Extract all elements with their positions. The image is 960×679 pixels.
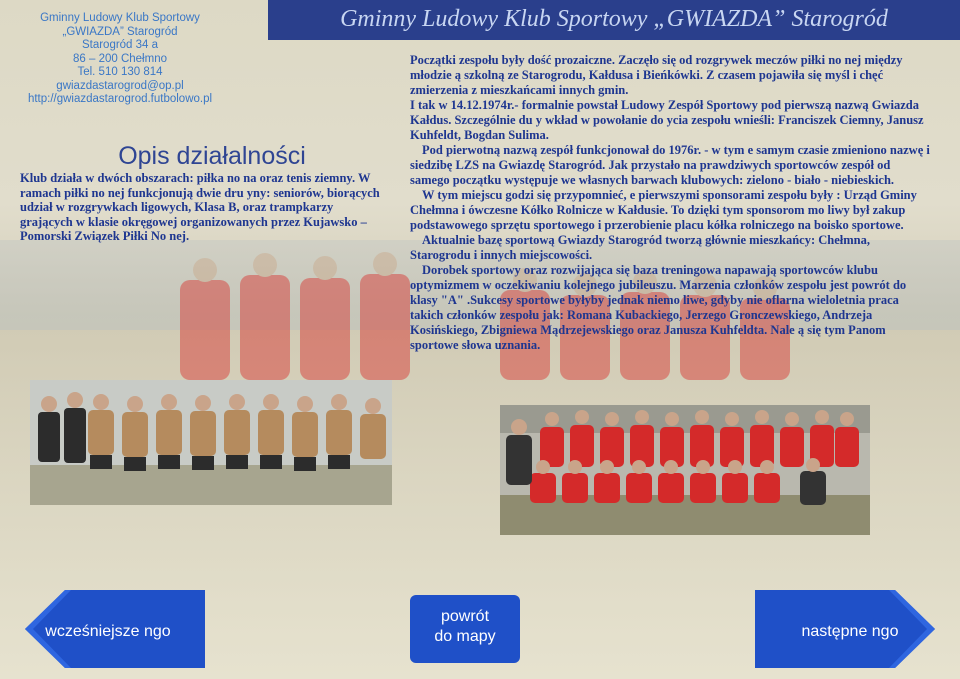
next-page-label: następne ngo <box>801 623 899 640</box>
header-bar <box>268 0 960 40</box>
club-website-link[interactable]: http://gwiazdastarogrod.futbolowo.pl <box>27 93 213 105</box>
map-label-line2: do mapy <box>434 628 496 645</box>
club-address: Starogród 34 a <box>81 39 159 51</box>
previous-page-button[interactable] <box>5 588 205 670</box>
history-paragraph: Aktualnie bazę sportową Gwiazdy Starogród tworzą głównie mieszkańcy: Chełmna, Starogrodu i innych miejscowości. <box>410 233 871 262</box>
youth-team-photo <box>30 380 392 505</box>
history-paragraph: Pod pierwotną nazwą zespół funkcjonował do 1976r. - w tym e samym czasie zmieniono nazwę i siedzibę LZS na Gwiazdę Starogród. Jak przystało na prawdziwych sportowców zespół od samego początku występuje we własnych barwach klubowych: zielono - biało - niebieskich. <box>410 143 930 187</box>
club-postal: 86 – 200 Chełmno <box>73 52 167 65</box>
club-phone: Tel. 510 130 814 <box>77 66 163 78</box>
history-paragraph: I tak w 14.12.1974r.- formalnie powstał Ludowy Zespół Sportowy pod pierwszą nazwą Gwiazda Kałdus. Szczególnie du y wkład w powołanie do ycia zespołu wnieśli: Franciszek Ciemny, Janusz Kuhfeldt, Bogdan Sulima. <box>410 98 924 142</box>
senior-team-photo <box>500 405 870 535</box>
club-name-line1: Gminny Ludowy Klub Sportowy <box>40 12 200 24</box>
previous-page-label: wcześniejsze ngo <box>45 623 171 640</box>
contact-block <box>20 12 220 107</box>
next-page-button[interactable] <box>755 588 955 670</box>
history-paragraph: Początki zespołu były dość prozaiczne. Zaczęło się od rozgrywek meczów piłki no nej między młodzie ą szkolną ze Starogrodu, Kałdusa i Bieńkówki. Z czasem pojawiła się myśl i chęć zmierzenia z mieszkańcami innych gmin. <box>410 53 903 97</box>
section-title: Opis działalności <box>118 142 306 170</box>
back-to-map-button[interactable] <box>410 595 520 663</box>
page-title: Gminny Ludowy Klub Sportowy „GWIAZDA” Starogród <box>340 6 888 32</box>
map-label-line1: powrót <box>440 608 490 625</box>
club-name-line2: „GWIAZDA” Starogród <box>62 25 178 38</box>
club-email-link[interactable]: gwiazdastarogrod@op.pl <box>56 79 184 92</box>
history-paragraph: Dorobek sportowy oraz rozwijająca się baza treningowa napawają sportowców klubu optymizmem w oczekiwaniu kolejnego jubileuszu. Marzenia członków zespołu jest powrót do klasy "A" .Sukcesy sportowe byłyby jednak niemo liwe, gdyby nie oflarna wieloletnia praca takich członków zespołu jak: Romana Kubackiego, Jerzego Gronczewskiego, Andrzeja Kosińskiego, Zbigniewa Mądrzejewskiego oraz Janusza Kuhfeldta. Nale ą się tym Panom sportowe słowa uznania. <box>410 263 907 352</box>
history-paragraph: W tym miejscu godzi się przypomnieć, e pierwszymi sponsorami zespołu były : Urząd Gminy Chełmna i ówczesne Kółko Rolnicze w Kałdusie. To dzięki tym sponsorom mo liwy był zakup podstawowego sprzętu sportowego i przerobienie placu kółka rolniczego na boisko sportowe. <box>410 188 917 232</box>
club-history <box>410 53 930 353</box>
club-description: Klub działa w dwóch obszarach: piłka no na oraz tenis ziemny. W ramach piłki no nej funkcjonują dwie dru yny: seniorów, biorących udział w rozgrywkach ligowych, Klasa B, oraz trampkarzy grających w klasie okręgowej organizowanych przez Kujawsko – Pomorski Związek Piłki No nej. <box>20 171 380 243</box>
